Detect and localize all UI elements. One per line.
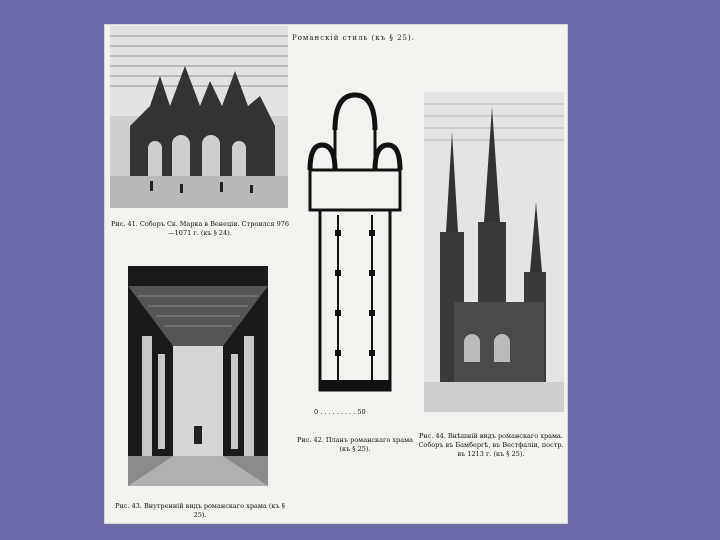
caption-fig43: Рис. 43. Внутренній видъ романскаго храма (къ § 25). (115, 502, 285, 519)
engraving-bamberg (424, 92, 564, 412)
scale-bar: 0 . . . . . . . . . 50 (314, 408, 366, 416)
engraving-interior (128, 266, 268, 486)
page-header: Романскій стиль (къ § 25). (292, 34, 415, 42)
caption-fig41: Рис. 41. Соборъ Св. Марка в Венеціи. Строился 976—1071 г. (къ § 24). (111, 220, 289, 237)
caption-fig44: Рис. 44. Внѣшній видъ романскаго храма. Соборъ въ Бамбергѣ, въ Вестфаліи, постр. въ 1213 г. (къ § 25). (418, 432, 564, 458)
engraving-st-mark (110, 26, 288, 208)
caption-fig42: Рис. 42. Планъ романскаго храма (къ § 25). (296, 436, 414, 453)
floor-plan-drawing (300, 90, 410, 410)
